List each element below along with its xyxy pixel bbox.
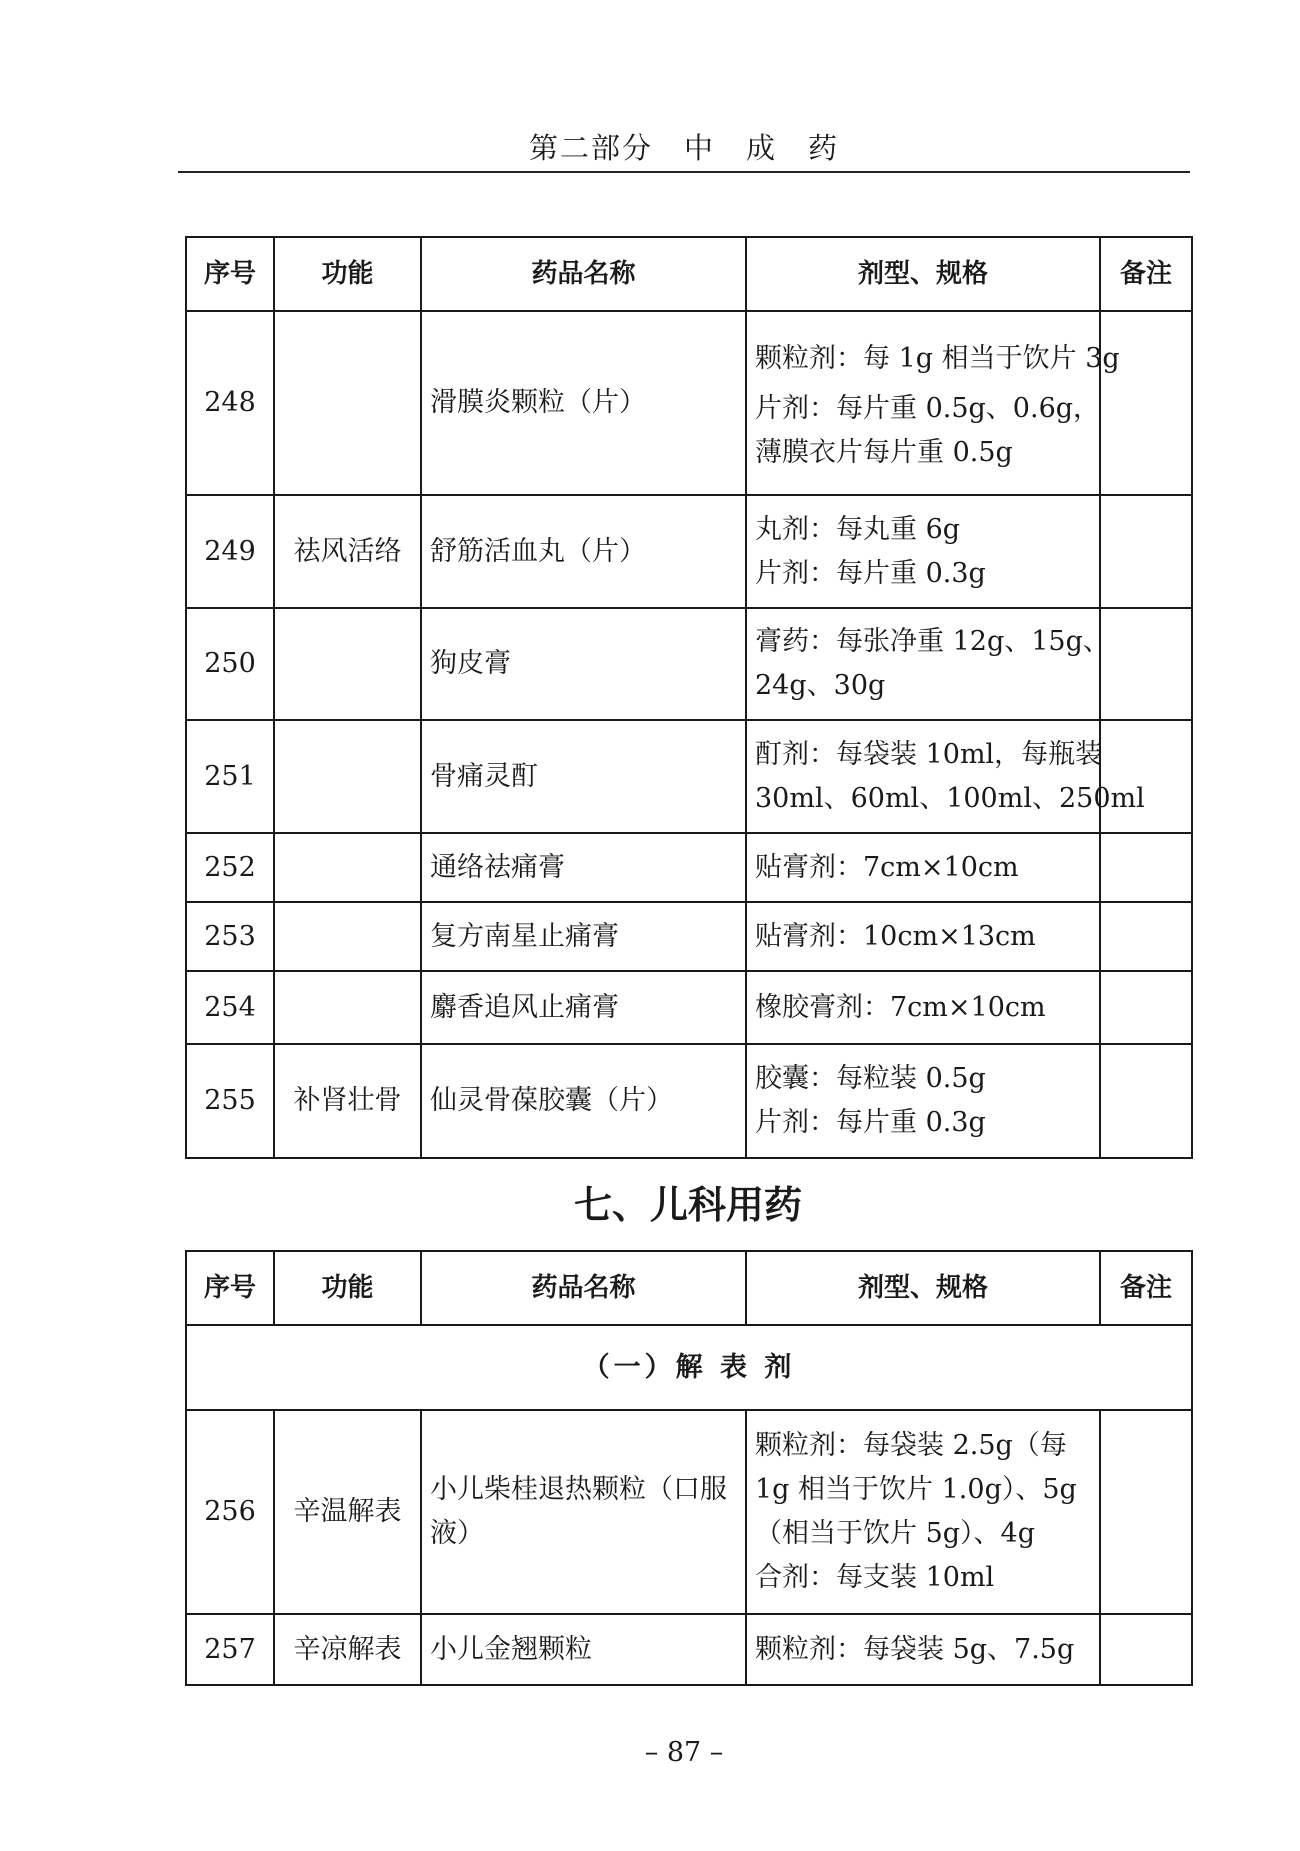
column-header-func: 功能 — [274, 1251, 421, 1325]
spec-line: 24g、30g — [755, 670, 886, 701]
row-function: 辛温解表 — [274, 1410, 421, 1614]
row-note — [1100, 720, 1192, 833]
spec-line: 橡胶膏剂：7cm×10cm — [755, 991, 1046, 1023]
row-drug-name: 小儿金翘颗粒 — [421, 1614, 746, 1685]
spec-line: 片剂：每片重 0.5g、0.6g， — [755, 393, 1101, 424]
table-row — [186, 495, 1192, 608]
table-row — [186, 608, 1192, 720]
spec-line: （相当于饮片 5g）、4g — [755, 1518, 1036, 1549]
spec-line: 酊剂：每袋装 10ml，每瓶装 — [755, 738, 1103, 770]
row-drug-name: 复方南星止痛膏 — [421, 902, 746, 971]
row-function: 辛凉解表 — [274, 1614, 421, 1685]
table-row — [186, 1410, 1192, 1614]
spec-line: 膏药：每张净重 12g、15g、 — [755, 626, 1110, 657]
row-spec — [746, 1614, 1100, 1685]
row-note — [1100, 971, 1192, 1044]
row-number: 248 — [186, 311, 274, 495]
spec-line: 贴膏剂：7cm×10cm — [755, 851, 1019, 883]
row-number: 252 — [186, 833, 274, 902]
subsection-row — [186, 1325, 1192, 1410]
row-spec — [746, 311, 1120, 495]
spec-line: 合剂：每支装 10ml — [755, 1562, 995, 1593]
row-spec — [746, 495, 1100, 608]
row-drug-name: 麝香追风止痛膏 — [421, 971, 746, 1044]
subsection-title: （一）解 表 剂 — [186, 1325, 1192, 1410]
row-number: 255 — [186, 1044, 274, 1158]
row-note — [1100, 495, 1192, 608]
page-number: – 87 – — [644, 1737, 724, 1768]
column-header-num: 序号 — [186, 237, 274, 311]
row-spec — [746, 608, 1110, 720]
drug-table-2 — [185, 1250, 1193, 1686]
table-header-row — [186, 237, 1192, 311]
row-function: 祛风活络 — [274, 495, 421, 608]
row-function — [274, 833, 421, 902]
column-header-spec: 剂型、规格 — [746, 237, 1100, 311]
spec-line: 1g 相当于饮片 1.0g）、5g — [755, 1474, 1077, 1505]
spec-line: 颗粒剂：每袋装 2.5g（每 — [755, 1430, 1067, 1461]
spec-line: 薄膜衣片每片重 0.5g — [755, 437, 1013, 468]
column-header-spec: 剂型、规格 — [746, 1251, 1100, 1325]
column-header-num: 序号 — [186, 1251, 274, 1325]
spec-line: 颗粒剂：每袋装 5g、7.5g — [755, 1633, 1075, 1665]
row-number: 254 — [186, 971, 274, 1044]
row-spec — [746, 720, 1145, 833]
page-header: 第二部分 中 成 药 — [528, 131, 839, 165]
table-row — [186, 971, 1192, 1044]
row-note — [1100, 902, 1192, 971]
spec-line: 30ml、60ml、100ml、250ml — [755, 782, 1145, 814]
row-drug-name: 小儿柴桂退热颗粒（口服液） — [421, 1410, 746, 1614]
table-row — [186, 902, 1192, 971]
row-spec — [746, 833, 1100, 902]
column-header-note: 备注 — [1100, 237, 1192, 311]
row-function — [274, 311, 421, 495]
spec-line: 胶囊：每粒装 0.5g — [755, 1063, 986, 1094]
row-spec — [746, 971, 1100, 1044]
row-drug-name: 滑膜炎颗粒（片） — [421, 311, 746, 495]
spec-line: 贴膏剂：10cm×13cm — [755, 920, 1036, 952]
row-number: 257 — [186, 1614, 274, 1685]
row-note — [1100, 833, 1192, 902]
row-function — [274, 720, 421, 833]
table-row — [186, 1044, 1192, 1158]
row-function: 补肾壮骨 — [274, 1044, 421, 1158]
row-drug-name: 通络祛痛膏 — [421, 833, 746, 902]
table-header-row — [186, 1251, 1192, 1325]
table-row — [186, 720, 1192, 833]
row-spec — [746, 1044, 1100, 1158]
table-row — [186, 833, 1192, 902]
column-header-name: 药品名称 — [421, 1251, 746, 1325]
table-row — [186, 1614, 1192, 1685]
column-header-note: 备注 — [1100, 1251, 1192, 1325]
row-function — [274, 902, 421, 971]
row-drug-name: 狗皮膏 — [421, 608, 746, 720]
row-number: 253 — [186, 902, 274, 971]
row-drug-name: 骨痛灵酊 — [421, 720, 746, 833]
row-number: 251 — [186, 720, 274, 833]
row-note — [1100, 311, 1192, 495]
row-note — [1100, 1044, 1192, 1158]
row-spec — [746, 902, 1100, 971]
spec-line: 颗粒剂：每 1g 相当于饮片 3g — [755, 343, 1120, 374]
table-row — [186, 311, 1192, 495]
row-drug-name: 舒筋活血丸（片） — [421, 495, 746, 608]
row-number: 249 — [186, 495, 274, 608]
drug-table-1 — [185, 236, 1193, 1159]
section-title: 七、儿科用药 — [573, 1183, 802, 1227]
row-number: 256 — [186, 1410, 274, 1614]
row-note — [1100, 1614, 1192, 1685]
row-function — [274, 971, 421, 1044]
spec-line: 片剂：每片重 0.3g — [755, 1107, 986, 1138]
row-spec — [746, 1410, 1100, 1614]
row-number: 250 — [186, 608, 274, 720]
spec-line: 丸剂：每丸重 6g — [755, 513, 961, 545]
spec-line: 片剂：每片重 0.3g — [755, 557, 986, 589]
row-drug-name: 仙灵骨葆胶囊（片） — [421, 1044, 746, 1158]
column-header-func: 功能 — [274, 237, 421, 311]
row-function — [274, 608, 421, 720]
column-header-name: 药品名称 — [421, 237, 746, 311]
row-note — [1100, 608, 1192, 720]
header-divider — [178, 171, 1190, 173]
row-note — [1100, 1410, 1192, 1614]
